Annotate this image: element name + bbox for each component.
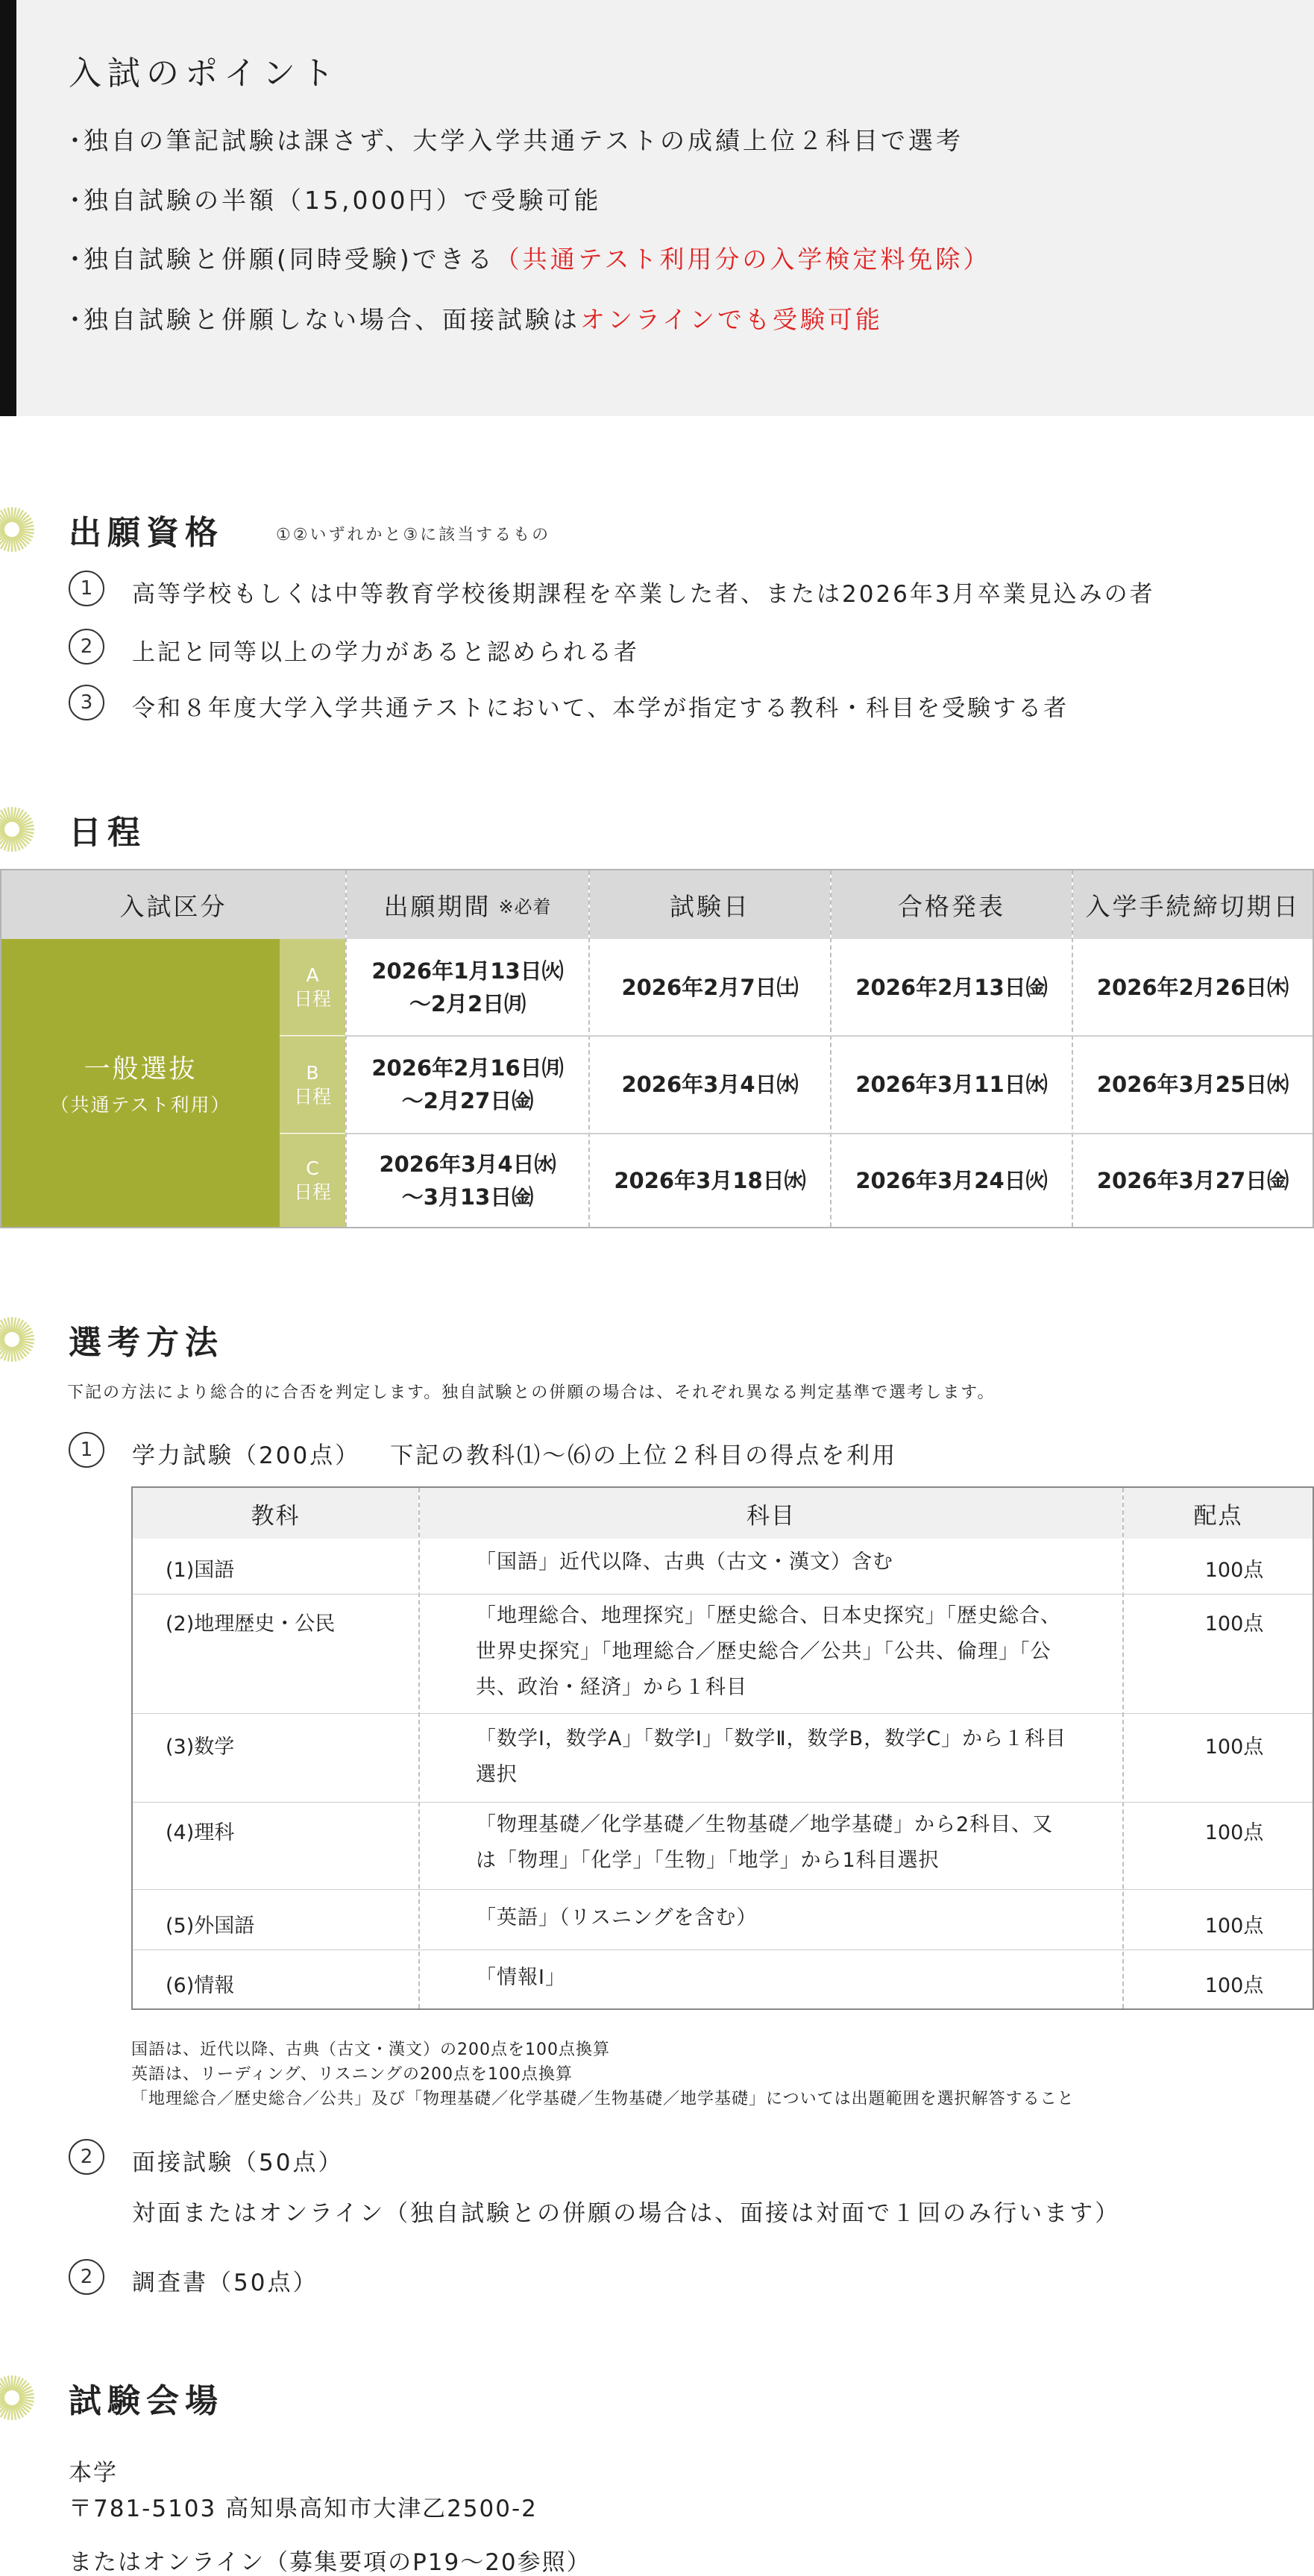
period-end: 〜2月2日㈪ xyxy=(409,990,526,1017)
points-cell: 100点 xyxy=(1204,1559,1264,1582)
point-highlight: （共通テスト利用分の入学検定料免除） xyxy=(494,245,991,274)
sunburst-icon xyxy=(0,799,42,859)
subject-cell: (6)情報 xyxy=(166,1974,235,1997)
subject-cell: (4)理科 xyxy=(166,1821,235,1844)
points-cell: 100点 xyxy=(1204,1974,1264,1997)
period-cell xyxy=(347,939,588,1035)
header-period-label: 出願期間 xyxy=(383,891,491,921)
header-subject: 教科 xyxy=(133,1488,418,1539)
circled-number: 3 xyxy=(69,685,104,720)
point-item xyxy=(63,240,991,275)
sub-letter: A xyxy=(306,964,319,986)
method-item-text xyxy=(132,1436,897,1470)
result-date-cell: 2026年3月24日㈫ xyxy=(855,1167,1048,1193)
qualification-text: 上記と同等以上の学力があると認められる者 xyxy=(132,639,639,666)
result-date-cell: 2026年3月11日㈬ xyxy=(855,1072,1048,1097)
row-divider xyxy=(133,1889,1313,1890)
circled-number: 1 xyxy=(69,1432,104,1468)
point-item xyxy=(63,301,884,336)
bullet: ・ xyxy=(63,245,90,274)
method-desc: 下記の教科⑴〜⑹の上位２科目の得点を利用 xyxy=(390,1442,898,1469)
venue-address: 〒781-5103 高知県高知市大津乙2500-2 xyxy=(69,2495,538,2522)
points-cell: 100点 xyxy=(1204,1612,1264,1636)
header-result: 合格発表 xyxy=(832,870,1072,939)
bullet: ・ xyxy=(63,305,90,334)
bullet: ・ xyxy=(63,186,90,215)
circled-number: 1 xyxy=(69,571,104,606)
schedule-table xyxy=(0,869,1314,1228)
qualification-note: ①②いずれかと③に該当するもの xyxy=(276,526,551,544)
interview-desc: 対面またはオンライン（独自試験との併願の場合は、面接は対面で１回のみ行います） xyxy=(132,2200,1121,2227)
sub-category-a xyxy=(280,939,345,1035)
point-item xyxy=(63,122,964,157)
qualification-text: 令和８年度大学入学共通テストにおいて、本学が指定する教科・科目を受験する者 xyxy=(132,695,1069,722)
circled-number: 2 xyxy=(69,2259,104,2295)
subject-cell: (5)外国語 xyxy=(166,1914,255,1938)
course-cell: 「情報Ⅰ」 xyxy=(476,1966,566,1989)
exam-points-box xyxy=(0,0,1314,416)
header-course: 科目 xyxy=(420,1488,1122,1539)
course-cell: 「国語」近代以降、古典（古文・漢文）含む xyxy=(476,1551,893,1574)
exam-date-cell: 2026年2月7日㈯ xyxy=(621,974,799,1000)
sub-letter: B xyxy=(306,1061,319,1084)
period-start: 2026年1月13日㈫ xyxy=(371,958,564,984)
header-period-note: ※必着 xyxy=(498,896,552,917)
period-start: 2026年3月4日㈬ xyxy=(379,1151,556,1177)
period-end: 〜3月13日㈮ xyxy=(401,1184,534,1210)
header-exam-date: 試験日 xyxy=(590,870,830,939)
point-text: 独自試験の半額（15,000円）で受験可能 xyxy=(84,186,602,215)
point-text: 独自試験と併願しない場合、面接試験は xyxy=(84,305,580,334)
note-line: 英語は、リーディング、リスニングの200点を100点換算 xyxy=(131,2065,573,2084)
note-line: 国語は、近代以降、古典（古文・漢文）の200点を100点換算 xyxy=(131,2041,610,2059)
method-label: 学力試験（200点） xyxy=(132,1442,361,1469)
header-period xyxy=(347,870,588,939)
bullet: ・ xyxy=(63,126,90,155)
sub-letter: C xyxy=(306,1157,319,1179)
points-cell: 100点 xyxy=(1204,1735,1264,1759)
category-main: 一般選抜 xyxy=(84,1055,198,1084)
point-highlight: オンラインでも受験可能 xyxy=(580,305,884,334)
category-sub: （共通テスト利用） xyxy=(50,1094,231,1116)
method-intro: 下記の方法により総合的に合否を判定します。独自試験との併願の場合は、それぞれ異なる判定基準で選考します。 xyxy=(67,1383,996,1402)
course-cell: 「地理総合、地理探究」「歴史総合、日本史探究」「歴史総合、世界史探究」「地理総合／歴史総合／公共」「公共、倫理」「公共、政治・経済」から１科目 xyxy=(476,1604,1061,1699)
qualification-text: 高等学校もしくは中等教育学校後期課程を卒業した者、または2026年3月卒業見込みの者 xyxy=(132,581,1155,608)
deadline-cell: 2026年2月26日㈭ xyxy=(1096,974,1289,1000)
subject-cell: (2)地理歴史・公民 xyxy=(166,1612,336,1636)
subjects-table xyxy=(131,1486,1314,2010)
section-title: 日程 xyxy=(69,814,146,852)
venue-online: またはオンライン（募集要項のP19〜20参照） xyxy=(69,2549,591,2576)
points-cell: 100点 xyxy=(1204,1821,1264,1844)
result-date-cell: 2026年2月13日㈮ xyxy=(855,974,1048,1000)
divider xyxy=(1122,1488,1124,2008)
header-category: 入試区分 xyxy=(1,870,345,939)
point-text: 独自試験と併願(同時受験)できる xyxy=(84,245,495,274)
course-cell: 「数学Ⅰ，数学A」「数学Ⅰ」「数学Ⅱ，数学B，数学C」から１科目選択 xyxy=(476,1727,1067,1786)
table-notes xyxy=(131,2038,1075,2111)
points-title: 入試のポイント xyxy=(69,54,340,92)
points-cell: 100点 xyxy=(1204,1914,1264,1938)
section-title: 選考方法 xyxy=(69,1324,224,1362)
sunburst-icon xyxy=(0,2368,42,2428)
period-cell xyxy=(347,1134,588,1227)
row-divider xyxy=(133,1713,1313,1714)
subject-cell: (1)国語 xyxy=(166,1559,235,1582)
period-end: 〜2月27日㈮ xyxy=(401,1088,534,1113)
point-text: 独自の筆記試験は課さず、大学入学共通テストの成績上位２科目で選考 xyxy=(84,126,964,155)
row-divider xyxy=(133,1802,1313,1803)
header-deadline: 入学手続締切期日 xyxy=(1073,870,1313,939)
sub-category-b xyxy=(280,1036,345,1133)
note-line: 「地理総合／歴史総合／公共」及び「物理基礎／化学基礎／生物基礎／地学基礎」については出題範囲を選択解答すること xyxy=(131,2090,1075,2108)
point-item xyxy=(63,181,602,216)
period-start: 2026年2月16日㈪ xyxy=(371,1055,564,1081)
sub-label: 日程 xyxy=(293,1085,331,1108)
category-general xyxy=(1,939,280,1227)
row-divider xyxy=(133,1594,1313,1595)
deadline-cell: 2026年3月25日㈬ xyxy=(1096,1072,1289,1097)
method-label: 調査書（50点） xyxy=(132,2269,318,2296)
circled-number: 2 xyxy=(69,2139,104,2175)
section-title: 試験会場 xyxy=(69,2382,224,2420)
period-cell xyxy=(347,1036,588,1133)
circled-number: 2 xyxy=(69,629,104,665)
exam-date-cell: 2026年3月4日㈬ xyxy=(621,1072,799,1097)
subject-cell: (3)数学 xyxy=(166,1735,235,1759)
section-title: 出願資格 xyxy=(69,514,224,552)
sub-label: 日程 xyxy=(293,987,331,1010)
venue-name: 本学 xyxy=(69,2460,118,2487)
method-label: 面接試験（50点） xyxy=(132,2149,344,2176)
course-cell: 「物理基礎／化学基礎／生物基礎／地学基礎」から2科目、又は「物理」「化学」「生物」「地学」から1科目選択 xyxy=(476,1813,1054,1872)
divider xyxy=(418,1488,420,2008)
course-cell: 「英語」（リスニングを含む） xyxy=(476,1906,758,1929)
sunburst-icon xyxy=(0,1310,42,1369)
deadline-cell: 2026年3月27日㈮ xyxy=(1096,1167,1289,1193)
header-points: 配点 xyxy=(1124,1488,1313,1539)
exam-date-cell: 2026年3月18日㈬ xyxy=(614,1167,806,1193)
sunburst-icon xyxy=(0,500,42,559)
sub-label: 日程 xyxy=(293,1181,331,1203)
sub-category-c xyxy=(280,1134,345,1227)
